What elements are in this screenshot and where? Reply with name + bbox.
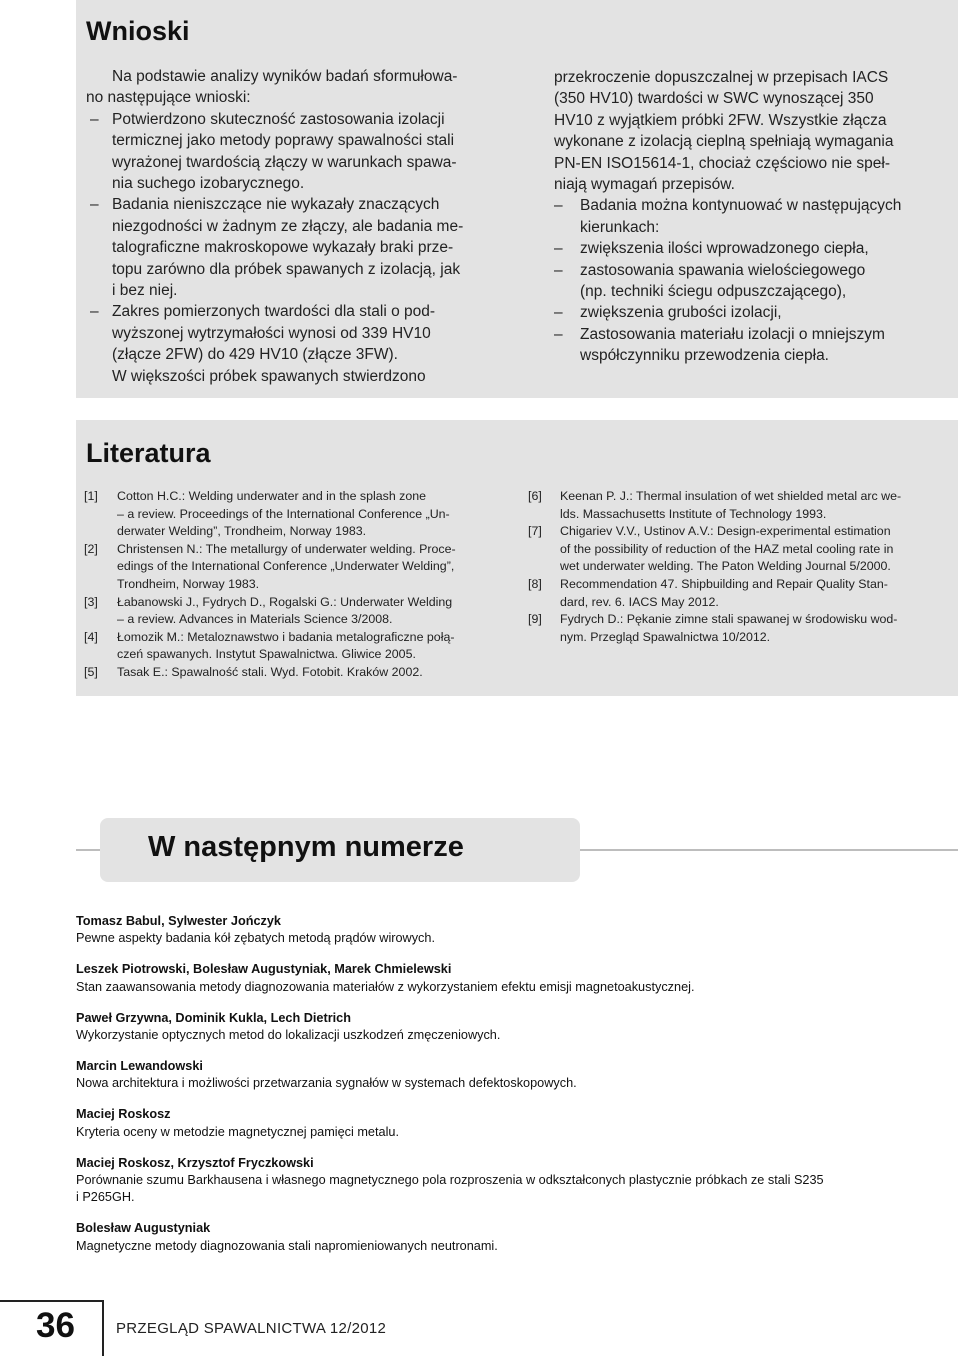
conclusion-bullet bbox=[86, 194, 504, 301]
next-issue-heading: W następnym numerze bbox=[148, 831, 464, 863]
article-title bbox=[76, 1027, 958, 1044]
text-line: edings of the International Conference „Underwater Welding”, bbox=[117, 559, 455, 574]
reference-item bbox=[528, 488, 948, 523]
literature-section bbox=[76, 420, 958, 696]
footer-vertical-rule bbox=[102, 1300, 104, 1356]
dash-marker: – bbox=[554, 240, 563, 258]
text-line: Fydrych D.: Pękanie zimne stali spawanej w środowisku wod- bbox=[560, 612, 898, 627]
text-line: Nowa architektura i możliwości przetwarzania sygnałów w systemach defektoskopowych. bbox=[76, 1076, 577, 1091]
literature-heading: Literatura bbox=[86, 438, 211, 468]
text-line: kierunkach: bbox=[580, 218, 660, 236]
article-title bbox=[76, 1124, 958, 1141]
text-line: Badania można kontynuować w następujących bbox=[580, 197, 902, 215]
text-line: lds. Massachusetts Institute of Technology 1993. bbox=[560, 506, 827, 521]
reference-number: [1] bbox=[84, 489, 98, 503]
article-authors: Maciej Roskosz bbox=[76, 1107, 171, 1122]
reference-number: [9] bbox=[528, 612, 542, 627]
dash-marker: – bbox=[554, 325, 563, 343]
dash-marker: – bbox=[90, 303, 99, 321]
conclusion-continuation bbox=[554, 67, 950, 195]
conclusion-sub-bullet bbox=[554, 260, 950, 303]
text-line: (złącze 2FW) do 429 HV10 (złącze 3FW). bbox=[112, 346, 398, 364]
text-line: Stan zaawansowania metody diagnozowania materiałów z wykorzystaniem efektu emisji magnetoakustycznej. bbox=[76, 979, 695, 994]
text-line: W większości próbek spawanych stwierdzono bbox=[112, 367, 426, 385]
article-authors: Leszek Piotrowski, Bolesław Augustyniak, Marek Chmielewski bbox=[76, 962, 452, 977]
conclusion-bullet bbox=[86, 301, 504, 387]
article-entry bbox=[76, 1220, 958, 1255]
dash-marker: – bbox=[90, 196, 99, 214]
next-issue-banner bbox=[76, 818, 958, 882]
dash-marker: – bbox=[90, 110, 99, 128]
dash-marker: – bbox=[554, 197, 563, 215]
reference-item bbox=[528, 523, 948, 576]
text-line: Badania nieniszczące nie wykazały znaczących bbox=[112, 196, 440, 214]
article-title bbox=[76, 1075, 958, 1092]
text-line: niezgodności w żadnym ze złączy, ale badania me- bbox=[112, 217, 464, 235]
text-line: Magnetyczne metody diagnozowania stali napromieniowanych neutronami. bbox=[76, 1238, 498, 1253]
reference-number: [6] bbox=[528, 489, 542, 503]
reference-number: [4] bbox=[84, 629, 98, 644]
text-line: zwiększenia ilości wprowadzonego ciepła, bbox=[580, 240, 869, 258]
text-line: wet underwater welding. The Paton Welding Journal 5/2000. bbox=[560, 559, 891, 574]
text-line: zwiększenia grubości izolacji, bbox=[580, 304, 782, 322]
text-line: nym. Przegląd Spawalnictwa 10/2012. bbox=[560, 629, 771, 644]
dash-marker: – bbox=[554, 304, 563, 322]
text-line: Porównanie szumu Barkhausena i własnego magnetycznego pola rozproszenia w odkształconych plastycznie próbkach ze stali S235 bbox=[76, 1172, 824, 1187]
article-entry bbox=[76, 1058, 958, 1093]
text-line: – a review. Proceedings of the International Conference „Un- bbox=[117, 506, 450, 521]
text-line: of the possibility of reduction of the HAZ metal cooling rate in bbox=[560, 541, 894, 556]
article-entry bbox=[76, 1010, 958, 1045]
conclusions-heading: Wnioski bbox=[86, 16, 190, 46]
text-line: Keenan P. J.: Thermal insulation of wet shielded metal arc we- bbox=[560, 489, 902, 503]
article-authors: Paweł Grzywna, Dominik Kukla, Lech Dietrich bbox=[76, 1010, 351, 1025]
conclusions-section bbox=[76, 0, 958, 398]
text-line: HV10 z wyjątkiem próbki 2FW. Wszystkie złącza bbox=[554, 111, 887, 129]
dash-marker: – bbox=[554, 261, 563, 279]
text-line: czeń spawanych. Instytut Spawalnictwa. Gliwice 2005. bbox=[117, 647, 416, 662]
reference-number: [7] bbox=[528, 524, 542, 539]
text-line: termicznej jako metody poprawy spawalności stali bbox=[112, 132, 455, 150]
text-line: Cotton H.C.: Welding underwater and in the splash zone bbox=[117, 489, 427, 503]
article-entry bbox=[76, 1106, 958, 1141]
page-footer bbox=[0, 1300, 960, 1356]
article-title bbox=[76, 979, 958, 996]
text-line: derwater Welding”, Trondheim, Norway 1983. bbox=[117, 524, 367, 539]
text-line: wykonane z izolacją cieplną spełniają wymagania bbox=[554, 133, 894, 151]
banner-pill bbox=[100, 818, 580, 882]
conclusion-sub-bullet bbox=[554, 238, 950, 259]
article-authors: Bolesław Augustyniak bbox=[76, 1221, 211, 1236]
conclusion-sub-bullet bbox=[554, 302, 950, 323]
reference-item bbox=[84, 541, 502, 594]
conclusion-bullet bbox=[86, 109, 504, 195]
article-title bbox=[76, 1172, 958, 1207]
text-line: wyrażonej twardością złączy w warunkach spawa- bbox=[112, 153, 457, 171]
article-entry bbox=[76, 961, 958, 996]
references-left-column bbox=[84, 488, 502, 682]
conclusion-sub-bullet bbox=[554, 324, 950, 367]
next-issue-articles bbox=[76, 913, 958, 1269]
reference-item bbox=[84, 488, 502, 541]
text-line: wyższonej wytrzymałości wynosi od 339 HV10 bbox=[112, 324, 431, 342]
text-line: Recommendation 47. Shipbuilding and Repair Quality Stan- bbox=[560, 576, 888, 591]
text-line: Zastosowania materiału izolacji o mniejszym bbox=[580, 325, 885, 343]
article-title bbox=[76, 930, 958, 947]
text-line: Pewne aspekty badania kół zębatych metodą prądów wirowych. bbox=[76, 931, 435, 946]
article-entry bbox=[76, 913, 958, 948]
text-line: i bez niej. bbox=[112, 282, 178, 300]
text-line: Christensen N.: The metallurgy of underwater welding. Proce- bbox=[117, 541, 456, 556]
text-line: Trondheim, Norway 1983. bbox=[117, 576, 260, 591]
references-right-column bbox=[528, 488, 948, 646]
reference-number: [3] bbox=[84, 594, 98, 609]
conclusion-bullet bbox=[554, 195, 950, 238]
article-entry bbox=[76, 1155, 958, 1207]
text-line: – a review. Advances in Materials Science 3/2008. bbox=[117, 612, 393, 627]
text-line: Zakres pomierzonych twardości dla stali o pod- bbox=[112, 303, 436, 321]
text-line: Wykorzystanie optycznych metod do lokalizacji uszkodzeń zmęczeniowych. bbox=[76, 1028, 501, 1043]
reference-number: [8] bbox=[528, 576, 542, 591]
text-line: Kryteria oceny w metodzie magnetycznej pamięci metalu. bbox=[76, 1124, 399, 1139]
reference-item bbox=[84, 664, 502, 682]
text-line: (350 HV10) twardości w SWC wynoszącej 350 bbox=[554, 90, 874, 108]
text-line: Łabanowski J., Fydrych D., Rogalski G.: Underwater Welding bbox=[117, 594, 453, 609]
footer-rule bbox=[0, 1300, 104, 1302]
text-line: topu zarówno dla próbek spawanych z izolacją, jak bbox=[112, 260, 461, 278]
reference-item bbox=[84, 629, 502, 664]
text-line: nia suchego izobarycznego. bbox=[112, 175, 305, 193]
text-line: Potwierdzono skuteczność zastosowania izolacji bbox=[112, 110, 445, 128]
text-line: Tasak E.: Spawalność stali. Wyd. Fotobit. Kraków 2002. bbox=[117, 664, 423, 679]
text-line: dard, rev. 6. IACS May 2012. bbox=[560, 594, 719, 609]
text-line: Chigariev V.V., Ustinov A.V.: Design-experimental estimation bbox=[560, 524, 891, 539]
article-authors: Marcin Lewandowski bbox=[76, 1058, 203, 1073]
reference-item bbox=[84, 594, 502, 629]
text-line: talograficzne makroskopowe wykazały braki prze- bbox=[112, 239, 454, 257]
article-authors: Tomasz Babul, Sylwester Jończyk bbox=[76, 914, 281, 928]
text-line: przekroczenie dopuszczalnej w przepisach IACS bbox=[554, 69, 889, 86]
text-line: (np. techniki ściegu odpuszczającego), bbox=[580, 283, 847, 301]
text-line: Łomozik M.: Metaloznawstwo i badania metalograficzne połą- bbox=[117, 629, 455, 644]
text-line: zastosowania spawania wielościegowego bbox=[580, 261, 866, 279]
conclusions-left-column bbox=[86, 66, 504, 387]
conclusions-right-column bbox=[554, 67, 950, 367]
article-title bbox=[76, 1238, 958, 1255]
reference-number: [5] bbox=[84, 664, 98, 679]
reference-item bbox=[528, 576, 948, 611]
text-line: współczynniku przewodzenia ciepła. bbox=[580, 347, 829, 365]
text-line: niają wymagań przepisów. bbox=[554, 176, 735, 194]
text-line: i P265GH. bbox=[76, 1190, 135, 1205]
conclusions-intro bbox=[86, 66, 504, 109]
reference-number: [2] bbox=[84, 541, 98, 556]
text-line: no następujące wnioski: bbox=[86, 89, 251, 107]
reference-item bbox=[528, 611, 948, 646]
journal-name: PRZEGLĄD SPAWALNICTWA 12/2012 bbox=[116, 1320, 387, 1337]
page-number: 36 bbox=[36, 1306, 75, 1345]
text-line: PN-EN ISO15614-1, chociaż częściowo nie speł- bbox=[554, 154, 890, 172]
article-authors: Maciej Roskosz, Krzysztof Fryczkowski bbox=[76, 1155, 314, 1170]
text-line: Na podstawie analizy wyników badań sformułowa- bbox=[112, 68, 458, 85]
